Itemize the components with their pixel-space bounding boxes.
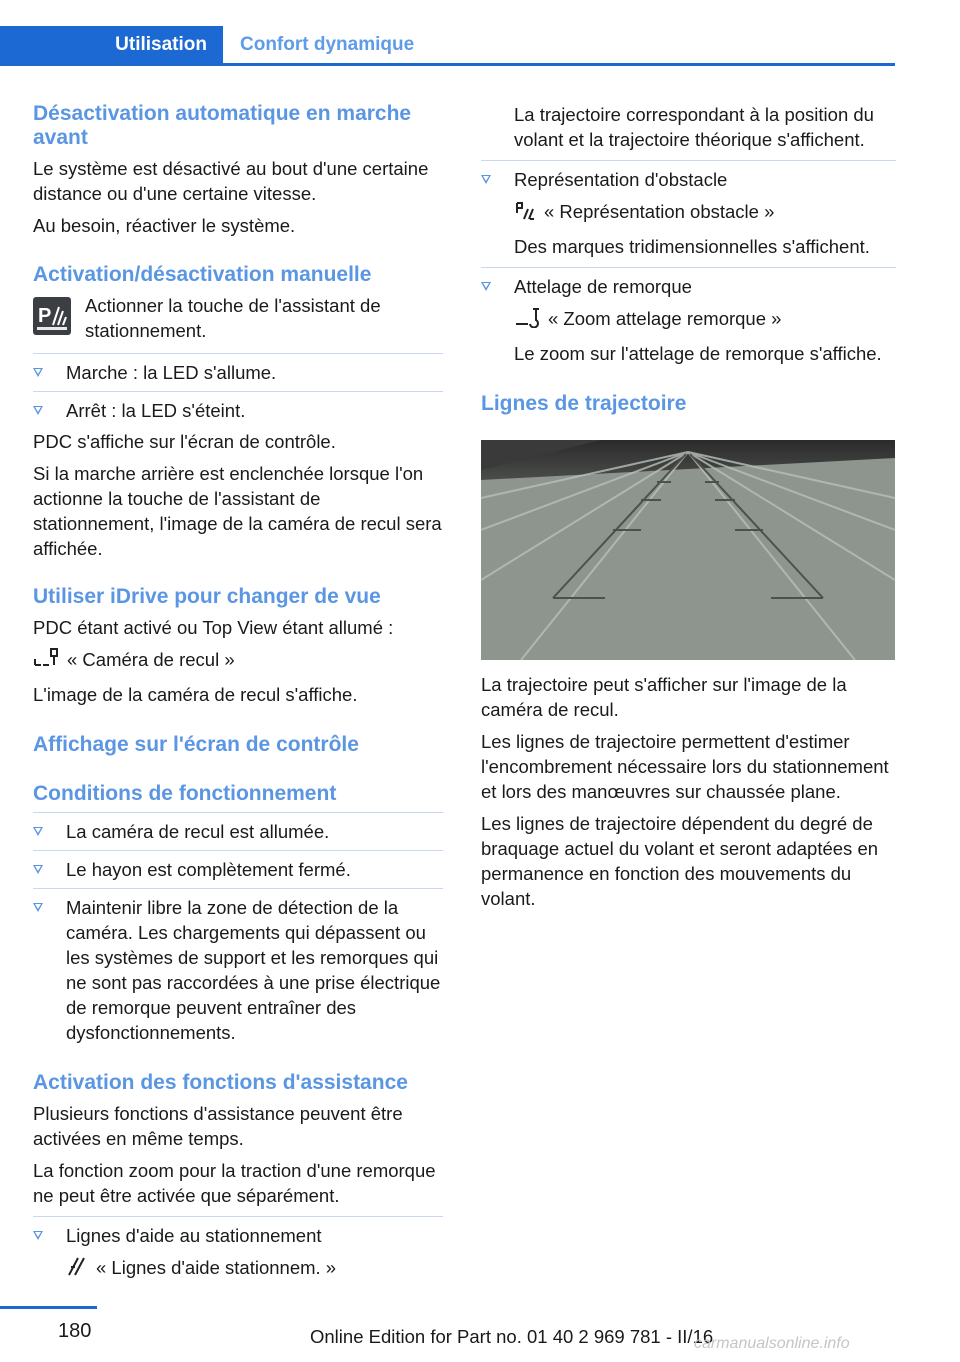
- divider: [33, 353, 443, 354]
- road-illustration: [481, 440, 895, 660]
- heading-conditions: Conditions de fonctionnement: [33, 782, 337, 806]
- heading-display: Affichage sur l'écran de contrôle: [33, 733, 359, 757]
- paragraph: Si la marche arrière est enclenchée lorsque l'on actionne la touche de l'assistant de stationnement, l'image de la caméra de recul sera affichée.: [33, 463, 442, 559]
- paragraph: L'image de la caméra de recul s'affiche.: [33, 684, 358, 706]
- heading-manual-activation: Activation/désactivation manuelle: [33, 263, 372, 286]
- paragraph: La trajectoire peut s'afficher sur l'image de la caméra de recul.: [481, 674, 847, 721]
- left-column: [33, 102, 443, 1283]
- list-item: Lignes d'aide au stationnement: [33, 1223, 443, 1248]
- paragraph: Plusieurs fonctions d'assistance peuvent être activées en même temps.: [33, 1103, 403, 1150]
- divider: [33, 391, 443, 392]
- list-item: Représentation d'obstacle: [481, 167, 896, 192]
- paragraph: PDC étant activé ou Top View étant allumé :: [33, 617, 394, 638]
- list-item: Attelage de remorque: [481, 274, 896, 299]
- menu-entry-trailer-zoom[interactable]: « Zoom attelage remorque »: [481, 306, 896, 334]
- list-item: Marche : la LED s'allume.: [33, 360, 443, 385]
- paragraph: Le système est désactivé au bout d'une certaine distance ou d'une certaine vitesse.: [33, 158, 429, 204]
- bullet-triangle-icon: [33, 903, 43, 912]
- paragraph: PDC s'affiche sur l'écran de contrôle.: [33, 431, 336, 452]
- paragraph: La fonction zoom pour la traction d'une remorque ne peut être activée que séparément.: [33, 1160, 436, 1207]
- footer-accent-line: [0, 1306, 97, 1309]
- edition-note: Online Edition for Part no. 01 40 2 969 781 - II/16: [310, 1326, 714, 1347]
- svg-text:P: P: [38, 305, 52, 327]
- tab-utilisation[interactable]: Utilisation: [0, 26, 223, 63]
- header-tabbar: [0, 0, 895, 66]
- trailer-hitch-icon: [514, 306, 540, 334]
- paragraph: Le zoom sur l'attelage de remorque s'affiche.: [514, 343, 882, 365]
- list-item: La caméra de recul est allumée.: [33, 819, 443, 844]
- menu-entry-obstacle[interactable]: « Représentation obstacle »: [481, 199, 896, 227]
- paragraph: La trajectoire correspondant à la position du volant et la trajectoire théorique s'affichent.: [514, 104, 874, 150]
- divider: [33, 850, 443, 851]
- bullet-triangle-icon: [33, 1231, 43, 1240]
- parking-assistant-button-icon: [33, 297, 71, 335]
- bullet-triangle-icon: [481, 282, 491, 291]
- paragraph: Actionner la touche de l'assistant de stationnement.: [85, 295, 381, 341]
- heading-trajectory-lines: Lignes de trajectoire: [481, 392, 687, 416]
- heading-idrive: Utiliser iDrive pour changer de vue: [33, 585, 381, 608]
- divider: [481, 267, 896, 268]
- list-item: Arrêt : la LED s'éteint.: [33, 398, 443, 423]
- divider: [481, 160, 896, 161]
- paragraph: Les lignes de trajectoire dépendent du degré de braquage actuel du volant et seront adaptées en permanence en fonction des mouvements du volant.: [481, 813, 879, 910]
- bullet-triangle-icon: [33, 406, 43, 415]
- divider: [33, 1216, 443, 1217]
- heading-auto-deactivation: Désactivation automatique en marche avant: [33, 102, 412, 149]
- bullet-triangle-icon: [33, 827, 43, 836]
- divider: [33, 888, 443, 889]
- paragraph: Les lignes de trajectoire permettent d'estimer l'encombrement nécessaire lors du stationnement et lors des manœuvres sur chaussée plane.: [481, 731, 889, 803]
- rear-camera-icon: [33, 647, 59, 675]
- right-column: [481, 102, 896, 911]
- heading-assist-functions: Activation des fonctions d'assistance: [33, 1071, 408, 1095]
- menu-entry-parking-lines[interactable]: « Lignes d'aide stationnem. »: [33, 1255, 443, 1283]
- watermark: carmanualsonline.info: [694, 1335, 850, 1352]
- list-item: Le hayon est complètement fermé.: [33, 857, 443, 882]
- menu-entry-camera[interactable]: « Caméra de recul »: [33, 647, 443, 675]
- bullet-triangle-icon: [481, 175, 491, 184]
- list-item: Maintenir libre la zone de détection de la caméra. Les chargements qui dépassent ou les systèmes de support et les remorques qui ne sont pas raccordées à une prise électrique de remorque peuvent entraîner des dysfonctionnements.: [33, 895, 443, 1045]
- bullet-triangle-icon: [33, 865, 43, 874]
- obstacle-icon: [514, 199, 536, 227]
- page-number: 180: [58, 1320, 92, 1342]
- tab-confort-dynamique[interactable]: Confort dynamique: [240, 34, 415, 55]
- bullet-triangle-icon: [33, 368, 43, 377]
- paragraph: Au besoin, réactiver le système.: [33, 215, 296, 236]
- paragraph: Des marques tridimensionnelles s'affichent.: [514, 236, 870, 258]
- parking-lines-icon: [66, 1255, 88, 1283]
- divider: [33, 812, 443, 813]
- trajectory-lines-image: [481, 440, 895, 660]
